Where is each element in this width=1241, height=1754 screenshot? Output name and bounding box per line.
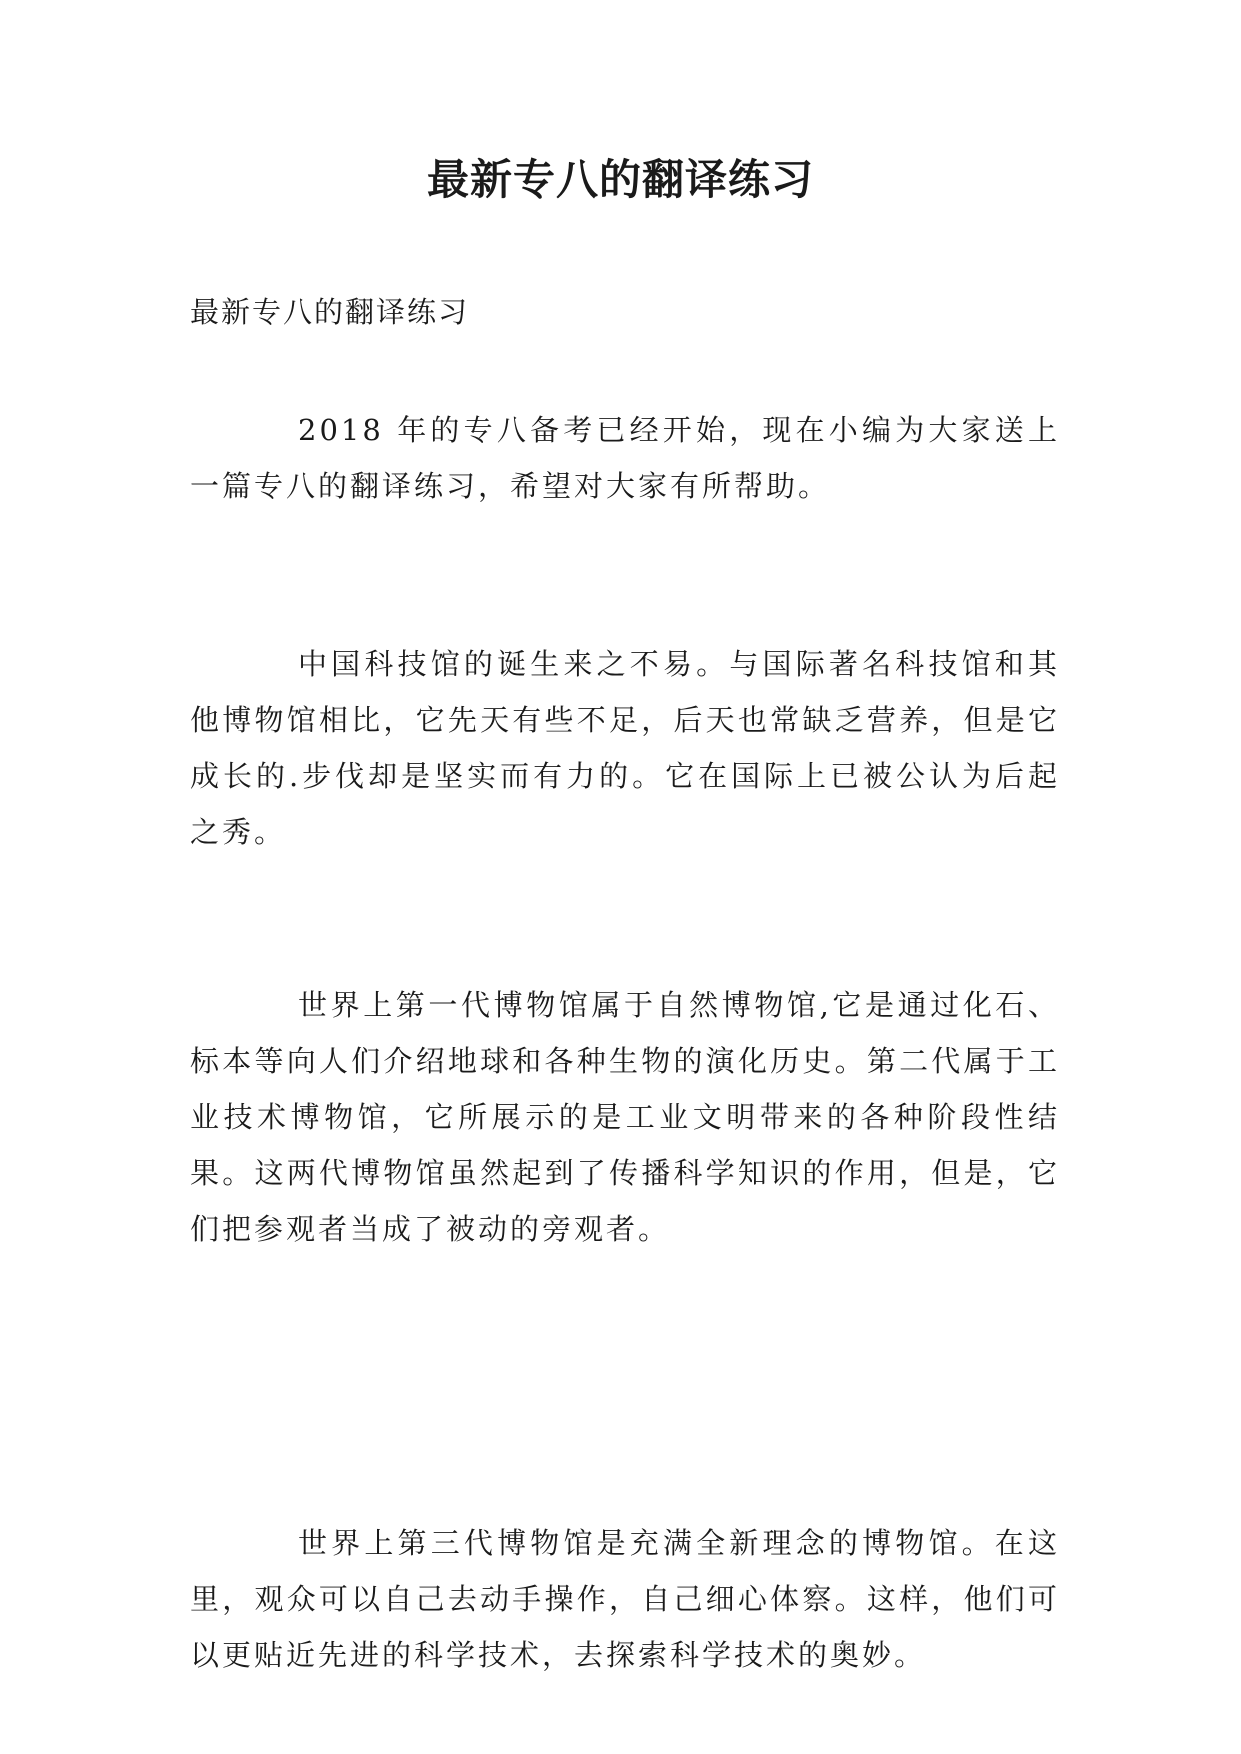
paragraph-science-museum: 中国科技馆的诞生来之不易。与国际著名科技馆和其他博物馆相比，它先天有些不足，后天也常缺乏营养，但是它成长的.步伐却是坚实而有力的。它在国际上已被公认为后起之秀。 [190, 647, 1060, 849]
paragraph-museum-generations: 世界上第一代博物馆属于自然博物馆,它是通过化石、标本等向人们介绍地球和各种生物的演化历史。第二代属于工业技术博物馆，它所展示的是工业文明带来的各种阶段性结果。这两代博物馆虽然起到了传播科学知识的作用，但是，它们把参观者当成了被动的旁观者。 [190, 988, 1060, 1246]
paragraph-intro: 2018 年的专八备考已经开始，现在小编为大家送上一篇专八的翻译练习，希望对大家有所帮助。 [190, 413, 1060, 503]
paragraph-third-generation: 世界上第三代博物馆是充满全新理念的博物馆。在这里，观众可以自己去动手操作，自己细心体察。这样，他们可以更贴近先进的科学技术，去探索科学技术的奥妙。 [190, 1526, 1060, 1672]
document-subtitle: 最新专八的翻译练习 [190, 295, 470, 329]
document-title: 最新专八的翻译练习 [426, 155, 814, 204]
